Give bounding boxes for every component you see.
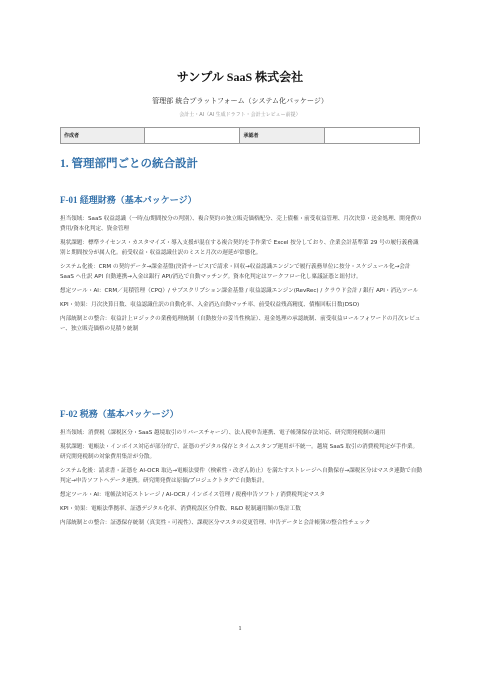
f01-heading: F-01 経理財務（基本パッケージ） xyxy=(60,195,197,205)
f01-tools: 想定ツール・AI：CRM／見積管理（CPQ）/ サブスクリプション課金基盤 / 収益認識エンジン(RevRec) / クラウド会計 / 銀行 API・消込ツール xyxy=(60,288,419,294)
approval-table xyxy=(60,127,420,144)
f02-tools: 想定ツール・AI：電帳法対応ストレージ / AI-OCR / インボイス管理 / 税務申告ソフト / 消費税判定マスタ xyxy=(60,492,325,498)
f01-scope: 担当領域：SaaS 収益認識（一時点/期間按分の判別）、複合契約の独立販売価格配分、売上債権・前受収益管理、月次決算・送金処理、開発費の費用/資本化判定、資金管理 xyxy=(60,216,422,232)
section-f01 xyxy=(60,193,422,338)
document-subtitle: 管理部 統合プラットフォーム（システム化パッケージ） xyxy=(152,97,328,105)
f01-after: システム化後：CRM の契約データ→課金基盤(決済サービス)で請求・回収→収益認識エンジンで履行義務単位に按分・スケジュール化→会計 SaaS へ仕訳 API 自動連携→入金は銀行 API/消込で自動マッチング。資本化判定はワークフロー化し稟議証憑と紐付け。 xyxy=(60,264,411,280)
f02-kpi: KPI・効果：電帳法準拠率、証憑デジタル化率、消費税誤区分件数、R&D 税制適用額の集計工数 xyxy=(60,506,301,512)
section-heading: 1. 管理部門ごとの統合設計 xyxy=(60,158,198,170)
author-note: 会計士・AI（AI 生成ドラフト・会計士レビュー前提） xyxy=(179,112,301,118)
f02-after: システム化後：請求書・証憑を AI-OCR 取込→電帳法要件（検索性・改ざん防止）を満たすストレージへ自動保存→課税区分はマスタ連動で自動判定→申告ソフトへデータ連携。研究開発費は原価/プロジェクトタグで自動集計。 xyxy=(60,468,422,484)
f01-controls: 内部統制との整合：収益計上ロジックの業務処理統制（自動按分の妥当性検証）、返金処理の承認統制、前受収益ロールフォワードの月次レビュー、独立販売価格の見積り統制 xyxy=(60,316,421,332)
author-label: 作成者 xyxy=(61,128,145,144)
approver-field[interactable] xyxy=(324,128,419,144)
page-number: 1 xyxy=(238,626,242,632)
section-f02 xyxy=(60,407,422,532)
company-title: サンプル SaaS 株式会社 xyxy=(176,70,304,84)
f02-heading: F-02 税務（基本パッケージ） xyxy=(60,409,179,419)
f02-controls: 内部統制との整合：証憑保存統制（真実性・可視性）、課税区分マスタの変更管理、申告データと会計帳簿の整合性チェック xyxy=(60,520,371,526)
f02-scope: 担当領域：消費税（課税区分・SaaS 越境取引のリバースチャージ）、法人税申告連携、電子帳簿保存法対応、研究開発税制の適用 xyxy=(60,430,386,436)
f01-issues: 現状課題：標準ライセンス・カスタマイズ・導入支援が混在する複合契約を手作業で Excel 按分しており、企業会計基準第 29 号の履行義務識別と期間按分が属人化。前受収益・収益認識仕訳のミスと月次の遅延が常態化。 xyxy=(60,240,419,256)
f02-issues: 現状課題：電帳法・インボイス対応が部分的で、証憑のデジタル保存とタイムスタンプ運用が不統一。越境 SaaS 取引の消費税判定が手作業。研究開発税制の対象費用集計が分散。 xyxy=(60,444,419,460)
f01-kpi: KPI・効果：月次決算日数、収益認識仕訳の自動化率、入金消込自動マッチ率、前受収益残高精度、債権回転日数(DSO) xyxy=(60,302,360,308)
author-field[interactable] xyxy=(145,128,240,144)
approver-label: 承認者 xyxy=(240,128,324,144)
